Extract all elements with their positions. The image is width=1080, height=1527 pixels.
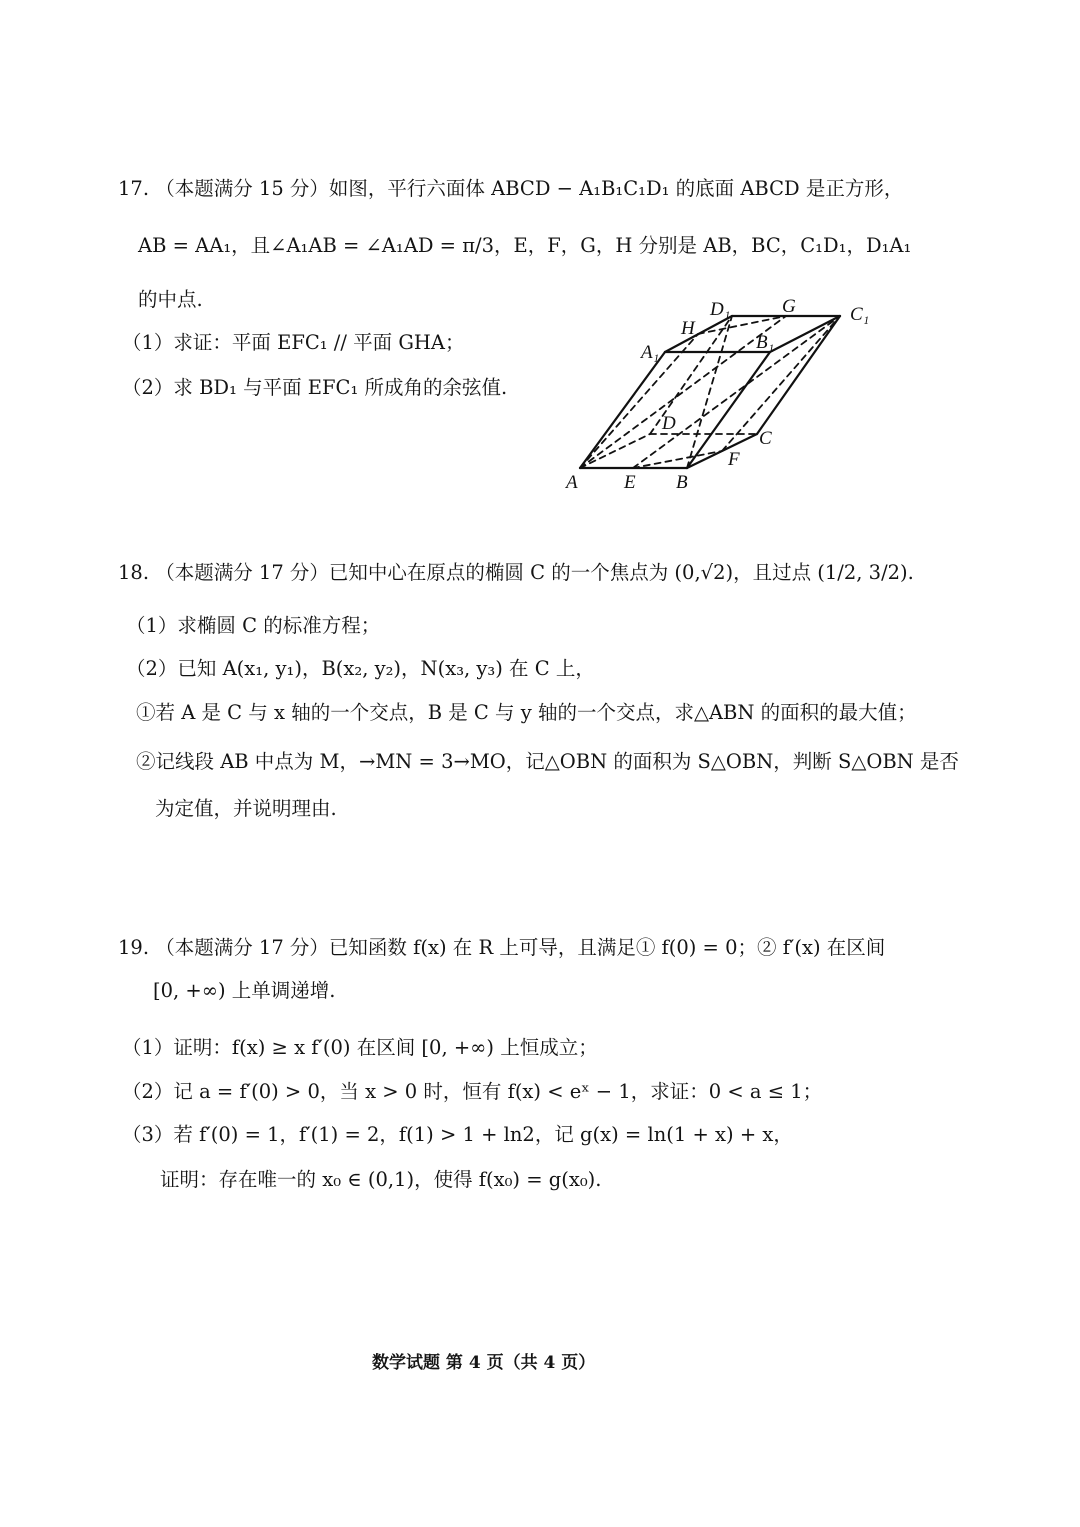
problem-17-line-2: AB = AA₁，且∠A₁AB = ∠A₁AD = π/3，E，F，G，H 分别是 AB，BC，C₁D₁，D₁A₁ [138,234,912,257]
vertex-label-a: A [566,472,578,493]
problem-17-part-1: （1）求证：平面 EFC₁ // 平面 GHA； [122,331,465,354]
problem-19-part-3: （3）若 f′(0) = 1，f′(1) = 2，f(1) > 1 + ln2，记 g(x) = ln(1 + x) + x， [122,1123,793,1146]
problem-19-line-1: 19. （本题满分 17 分）已知函数 f(x) 在 R 上可导，且满足① f(0) = 0；② f′(x) 在区间 [118,936,886,959]
vertex-label-a1: A₁ [641,342,660,363]
problem-19-part-1: （1）证明：f(x) ≥ x f′(0) 在区间 [0, +∞) 上恒成立； [122,1036,598,1059]
vertex-label-d: D [662,413,676,434]
vertex-label-c1: C₁ [850,304,870,325]
problem-18-sub-1: ①若 A 是 C 与 x 轴的一个交点，B 是 C 与 y 轴的一个交点，求△ABN 的面积的最大值； [136,701,917,724]
problem-18-sub-2-cont: 为定值，并说明理由. [155,797,337,820]
problem-18-part-1: （1）求椭圆 C 的标准方程； [126,614,381,637]
vertex-label-h: H [681,318,695,339]
vertex-label-f: F [728,449,740,470]
problem-19-part-3-cont: 证明：存在唯一的 x₀ ∈ (0,1)，使得 f(x₀) = g(x₀). [160,1168,602,1191]
vertex-label-e: E [624,472,636,493]
problem-17-line-3: 的中点. [138,288,203,311]
problem-18-line-1: 18. （本题满分 17 分）已知中心在原点的椭圆 C 的一个焦点为 (0,√2)，且过点 (1/2, 3/2). [118,561,914,584]
problem-19-line-2: [0, +∞) 上单调递增. [153,979,336,1002]
vertex-label-c: C [759,428,772,449]
vertex-label-d1: D₁ [710,299,731,320]
problem-17-part-2: （2）求 BD₁ 与平面 EFC₁ 所成角的余弦值. [122,376,508,399]
vertex-label-b: B [676,472,688,493]
parallelepiped-figure [560,295,900,495]
page-footer: 数学试题 第 4 页（共 4 页） [372,1353,596,1373]
vertex-label-g: G [782,296,796,317]
problem-18-part-2: （2）已知 A(x₁, y₁)，B(x₂, y₂)，N(x₃, y₃) 在 C 上， [126,657,595,680]
problem-19-part-2: （2）记 a = f′(0) > 0，当 x > 0 时，恒有 f(x) < eˣ − 1，求证：0 < a ≤ 1； [122,1080,823,1103]
problem-18-sub-2: ②记线段 AB 中点为 M，→MN = 3→MO，记△OBN 的面积为 S△OBN，判断 S△OBN 是否 [136,750,959,773]
vertex-label-b1: B₁ [756,332,775,353]
problem-17-line-1: 17. （本题满分 15 分）如图，平行六面体 ABCD − A₁B₁C₁D₁ 的底面 ABCD 是正方形， [118,177,904,200]
